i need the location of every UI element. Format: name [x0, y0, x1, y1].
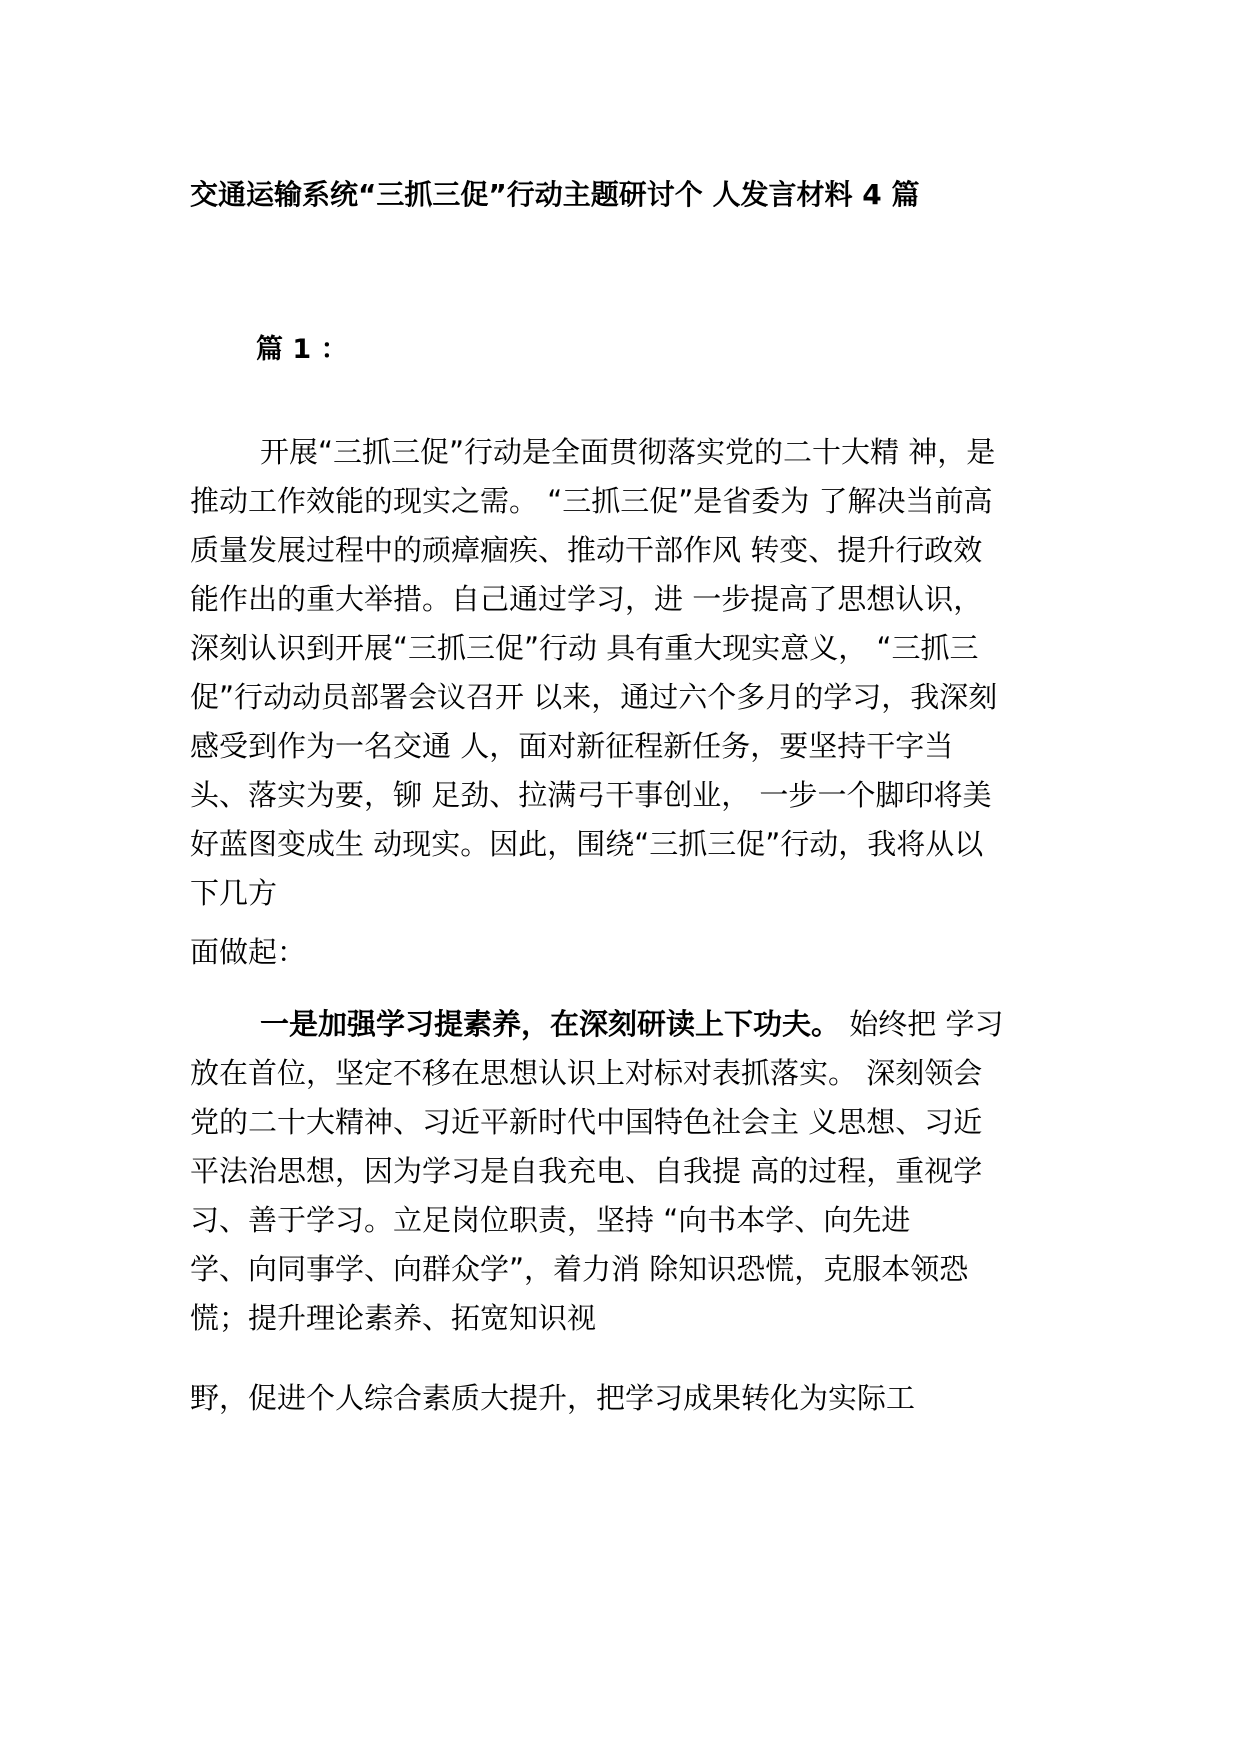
paragraph-line [190, 1000, 1060, 1049]
paragraph-line: 野，促进个人综合素质大提升，把学习成果转化为实际工 [190, 1381, 916, 1415]
paragraph-line: 感受到作为一名交通 人，面对新征程新任务，要坚持干字当 [190, 729, 954, 763]
paragraph-line: 习、善于学习。立足岗位职责，坚持 “向书本学、向先进 [190, 1203, 911, 1237]
section-heading: 篇 1 ： [256, 334, 348, 365]
paragraph-line: 好蓝图变成生 动现实。因此，围绕“三抓三促”行动，我将从以 [190, 827, 984, 861]
paragraph-line: 学、向同事学、向群众学”，着力消 除知识恐慌，克服本领恐 [190, 1252, 969, 1286]
paragraph-line: 平法治思想，因为学习是自我充电、自我提 高的过程，重视学 [190, 1154, 983, 1188]
paragraph-line: 头、落实为要，铆 足劲、拉满弓干事创业， 一步一个脚印将美 [190, 778, 992, 812]
point-one-first-line-rest: 始终把 学习 [840, 1007, 1004, 1041]
paragraph-line: 促”行动动员部署会议召开 以来，通过六个多月的学习，我深刻 [190, 680, 998, 714]
intro-paragraph-continuation [190, 928, 1060, 977]
paragraph-line: 推动工作效能的现实之需。 “三抓三促”是省委为 了解决当前高 [190, 484, 993, 518]
intro-paragraph [190, 428, 1060, 918]
paragraph-line: 开展“三抓三促”行动是全面贯彻落实党的二十大精 神，是 [260, 435, 996, 469]
point-one-lead: 一是加强学习提素养，在深刻研读上下功夫。 [260, 1007, 841, 1041]
paragraph-line: 能作出的重大举措。自己通过学习，进 一步提高了思想认识， [190, 582, 983, 616]
paragraph-line: 放在首位，坚定不移在思想认识上对标对表抓落实。 深刻领会 [190, 1056, 983, 1090]
paragraph-line: 质量发展过程中的顽瘴痼疾、推动干部作风 转变、提升行政效 [190, 533, 983, 567]
paragraph-line: 党的二十大精神、习近平新时代中国特色社会主 义思想、习近 [190, 1105, 983, 1139]
point-one-paragraph-continuation [190, 1374, 1060, 1423]
paragraph-line: 深刻认识到开展“三抓三促”行动 具有重大现实意义， “三抓三 [190, 631, 979, 665]
paragraph-line: 面做起： [190, 935, 307, 969]
paragraph-line: 慌；提升理论素养、拓宽知识视 [190, 1301, 597, 1335]
paragraph-line: 下几方 [190, 876, 278, 910]
document-title: 交通运输系统“三抓三促”行动主题研讨个 人发言材料 4 篇 [190, 178, 920, 211]
point-one-paragraph [190, 1000, 1060, 1343]
